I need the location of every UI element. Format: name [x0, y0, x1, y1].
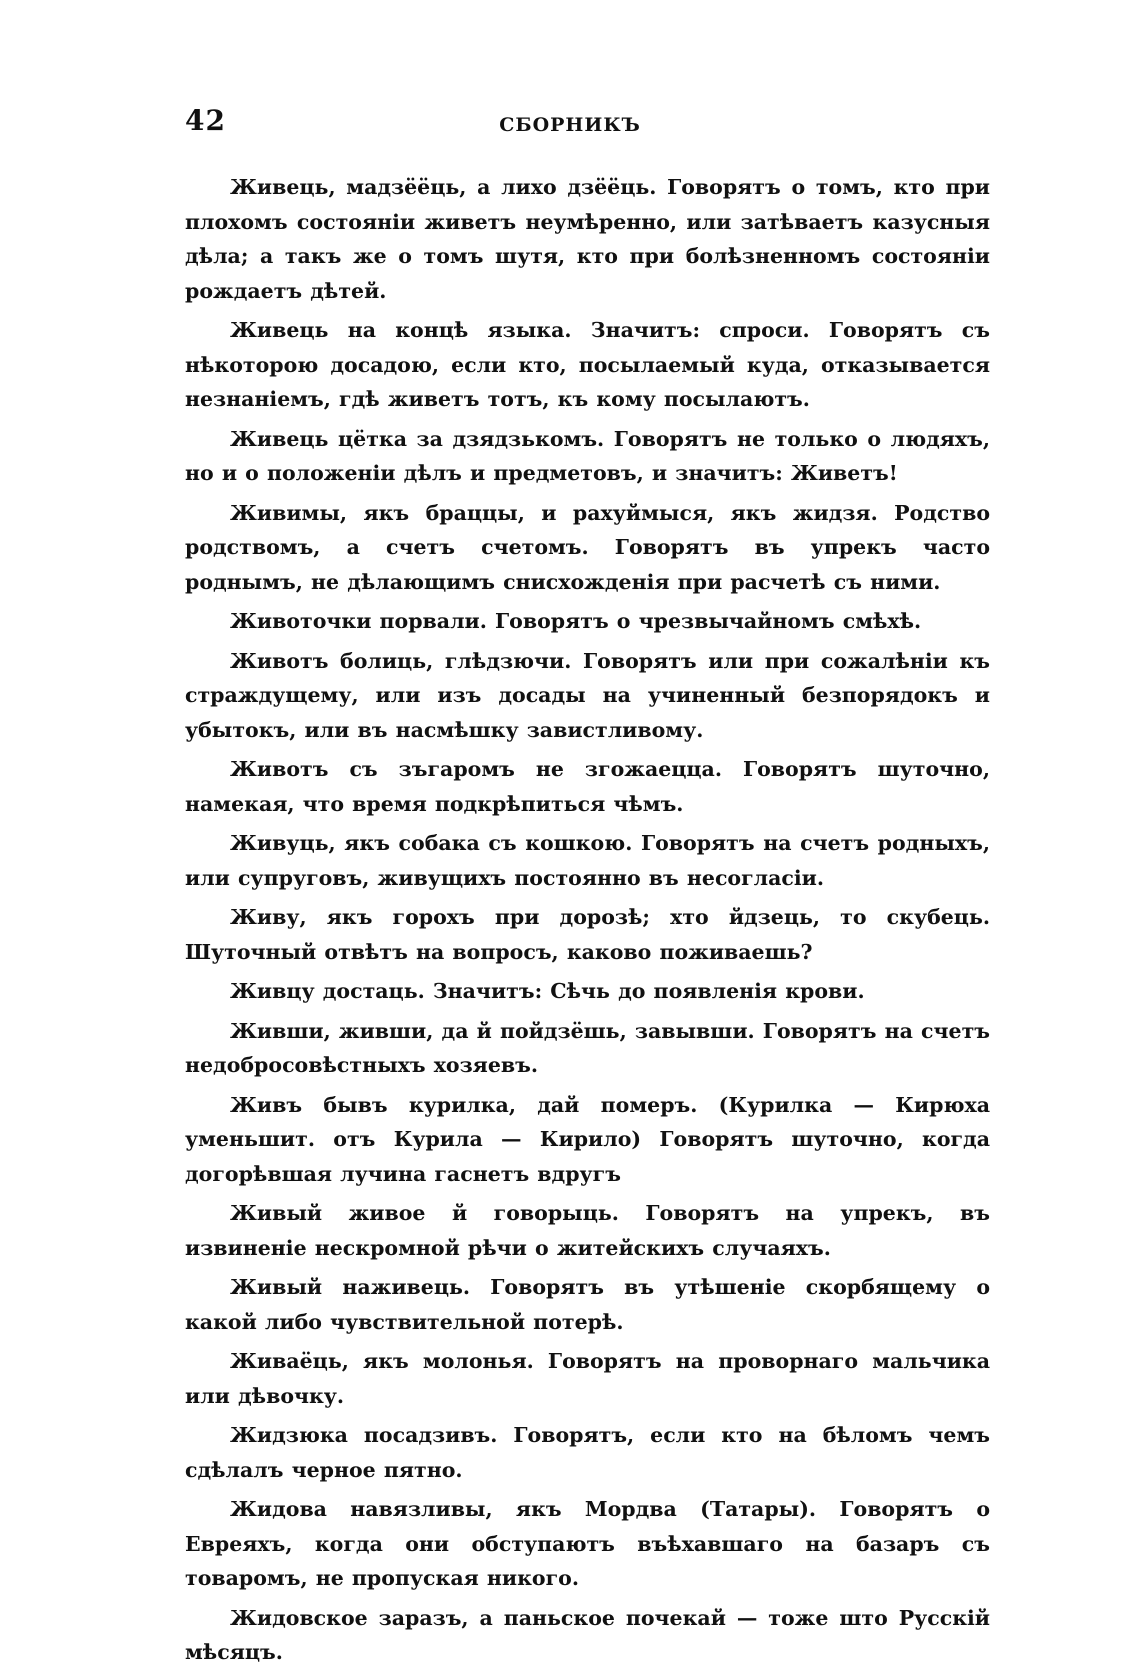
- proverb-entry: Живець на концѣ языка. Значитъ: спроси. Говорятъ съ нѣкоторою досадою, если кто, посылаемый куда, отказывается незнаніемъ, гдѣ живетъ тотъ, къ кому посылаютъ.: [185, 318, 990, 411]
- proverb-entry: Живши, живши, да й пойдзёшь, завывши. Говорятъ на счетъ недобросовѣстныхъ хозяевъ.: [185, 1018, 990, 1077]
- proverb-entry: Живець цётка за дзядзькомъ. Говорятъ не только о людяхъ, но и о положеніи дѣлъ и предметовъ, и значитъ: Живетъ!: [185, 426, 990, 485]
- proverb-entry: Животъ болиць, глѣдзючи. Говорятъ или при сожалѣніи къ страждущему, или изъ досады на учиненный безпорядокъ и убытокъ, или въ насмѣшку завистливому.: [185, 648, 990, 742]
- proverb-entry: Живець, мадзёёць, а лихо дзёёць. Говорятъ о томъ, кто при плохомъ состояніи живетъ неумѣренно, или затѣваетъ казусныя дѣла; а такъ же о томъ шутя, кто при болѣзненномъ состояніи рождаетъ дѣтей.: [185, 175, 990, 303]
- proverb-entry: Живуць, якъ собака съ кошкою. Говорятъ на счетъ родныхъ, или супруговъ, живущихъ постоянно въ несогласіи.: [185, 831, 990, 890]
- proverb-entry: Жидзюка посадзивъ. Говорятъ, если кто на бѣломъ чемъ сдѣлалъ черное пятно.: [185, 1423, 990, 1482]
- page-number: 42: [185, 104, 226, 137]
- proverb-entry: Живый наживець. Говорятъ въ утѣшеніе скорбящему о какой либо чувствительной потерѣ.: [185, 1275, 990, 1334]
- proverb-entry: Живу, якъ горохъ при дорозѣ; хто йдзець, то скубець. Шуточный отвѣтъ на вопросъ, каково поживаешь?: [185, 905, 990, 964]
- proverb-entry: Живцу достаць. Значитъ: Сѣчь до появленія крови.: [230, 979, 865, 1003]
- proverb-entry: Жидовское заразъ, а паньское почекай — тоже што Русскій мѣсяцъ.: [185, 1605, 990, 1664]
- proverb-entries: [185, 170, 990, 1675]
- running-title: СБОРНИКЪ: [499, 114, 641, 136]
- proverb-entry: Живимы, якъ браццы, и рахуймыся, якъ жидзя. Родство родствомъ, а счетъ счетомъ. Говорятъ въ упрекъ часто роднымъ, не дѣлающимъ снисхожденія при расчетѣ съ ними.: [185, 500, 990, 594]
- proverb-entry: Животочки порвали. Говорятъ о чрезвычайномъ смѣхѣ.: [230, 609, 922, 633]
- proverb-entry: Живъ бывъ курилка, дай померъ. (Курилка — Кирюха уменьшит. отъ Курила — Кирило) Говорятъ шуточно, когда догорѣвшая лучина гаснетъ вдругъ: [185, 1092, 990, 1186]
- proverb-entry: Живаёць, якъ молонья. Говорятъ на проворнаго мальчика или дѣвочку.: [185, 1349, 990, 1408]
- proverb-entry: Животъ съ зъгаромъ не згожаецца. Говорятъ шуточно, намекая, что время подкрѣпиться чѣмъ.: [185, 757, 990, 816]
- proverb-entry: Жидова навязливы, якъ Мордва (Татары). Говорятъ о Евреяхъ, когда они обступаютъ въѣхавшаго на базаръ съ товаромъ, не пропуская никого.: [185, 1497, 990, 1590]
- proverb-entry: Живый живое й говорыць. Говорятъ на упрекъ, въ извиненіе нескромной рѣчи о житейскихъ случаяхъ.: [185, 1201, 990, 1260]
